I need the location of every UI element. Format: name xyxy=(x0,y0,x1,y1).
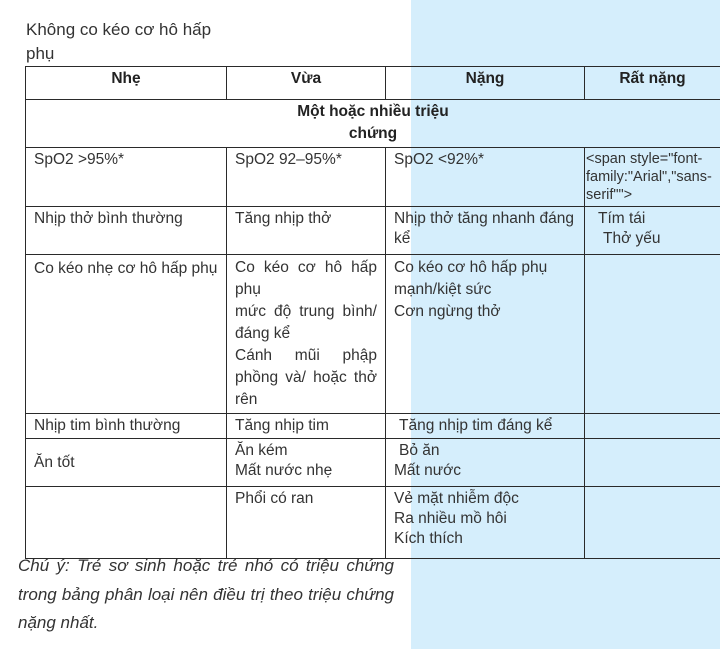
cell-feeding-vua xyxy=(227,439,386,487)
cell-other-nhe xyxy=(26,487,227,559)
severity-table xyxy=(25,66,720,559)
cell-spo2-rat-nang: <span style="font-family:"Arial","sans-serif""> xyxy=(585,148,720,207)
section-heading: Không co kéo cơ hô hấp phụ xyxy=(26,20,212,63)
mild-dehydration-text: Mất nước nhẹ xyxy=(235,462,333,479)
cell-retraction-vua xyxy=(227,255,386,414)
table-row xyxy=(26,148,720,207)
table-row xyxy=(26,207,720,255)
table-row xyxy=(26,439,720,487)
table-row xyxy=(26,487,720,559)
cell-heart-nang: Tăng nhịp tim đáng kể xyxy=(386,414,585,439)
cell-retraction-nang xyxy=(386,255,585,414)
weak-breathing-text: Thở yếu xyxy=(603,230,661,247)
cell-spo2-nang: SpO2 <92%* xyxy=(386,148,585,207)
sweating-text: Ra nhiều mồ hôi xyxy=(394,510,507,527)
retraction-severe-2: Cơn ngừng thở xyxy=(394,303,501,320)
retraction-moderate-2: mức độ trung bình/đáng kể xyxy=(235,303,377,342)
retraction-moderate-1: Co kéo cơ hô hấp phụ xyxy=(235,259,377,298)
cell-spo2-nhe: SpO2 >95%* xyxy=(26,148,227,207)
dehydration-text: Mất nước xyxy=(394,462,462,479)
cell-breath-rat-nang xyxy=(585,207,720,255)
header-nhe: Nhẹ xyxy=(26,67,227,100)
cell-breath-nang: Nhịp thở tăng nhanh đáng kể xyxy=(386,207,585,255)
footnote: Chú ý: Trẻ sơ sinh hoặc trẻ nhỏ có triệu chứng trong bảng phân loại nên điều trị theo triệu chứng nặng nhất. xyxy=(18,556,394,632)
cell-feeding-rat-nang xyxy=(585,439,720,487)
cell-other-vua: Phổi có ran xyxy=(227,487,386,559)
table-row xyxy=(26,414,720,439)
cell-retraction-nhe: Co kéo nhẹ cơ hô hấp phụ xyxy=(26,255,227,414)
cell-heart-nhe: Nhịp tim bình thường xyxy=(26,414,227,439)
span-title-cell xyxy=(26,100,720,148)
toxic-appearance-text: Vẻ mặt nhiễm độc xyxy=(394,490,519,507)
irritability-text: Kích thích xyxy=(394,530,463,547)
cell-breath-vua: Tăng nhịp thở xyxy=(227,207,386,255)
header-nang: Nặng xyxy=(386,67,585,100)
table-header-row xyxy=(26,67,720,100)
header-rat-nang: Rất nặng xyxy=(585,67,720,100)
refuse-feeding-text: Bỏ ăn xyxy=(399,442,440,459)
cell-other-rat-nang xyxy=(585,487,720,559)
retraction-moderate-3: Cánh mũi phập phồng và/ hoặc thở rên xyxy=(235,347,377,408)
poor-feeding-text: Ăn kém xyxy=(235,442,288,459)
cell-heart-vua: Tăng nhịp tim xyxy=(227,414,386,439)
cell-feeding-nhe: Ăn tốt xyxy=(26,439,227,487)
cell-heart-rat-nang xyxy=(585,414,720,439)
cell-retraction-rat-nang xyxy=(585,255,720,414)
cyanosis-text: Tím tái xyxy=(598,210,646,227)
table-row xyxy=(26,255,720,414)
span-title: Một hoặc nhiều triệu chứng xyxy=(297,103,449,142)
header-vua: Vừa xyxy=(227,67,386,100)
cell-feeding-nang xyxy=(386,439,585,487)
cell-spo2-vua: SpO2 92–95%* xyxy=(227,148,386,207)
retraction-severe-1: Co kéo cơ hô hấp phụ mạnh/kiệt sức xyxy=(394,259,548,298)
cell-breath-nhe: Nhịp thở bình thường xyxy=(26,207,227,255)
table-span-row xyxy=(26,100,720,148)
cell-other-nang xyxy=(386,487,585,559)
